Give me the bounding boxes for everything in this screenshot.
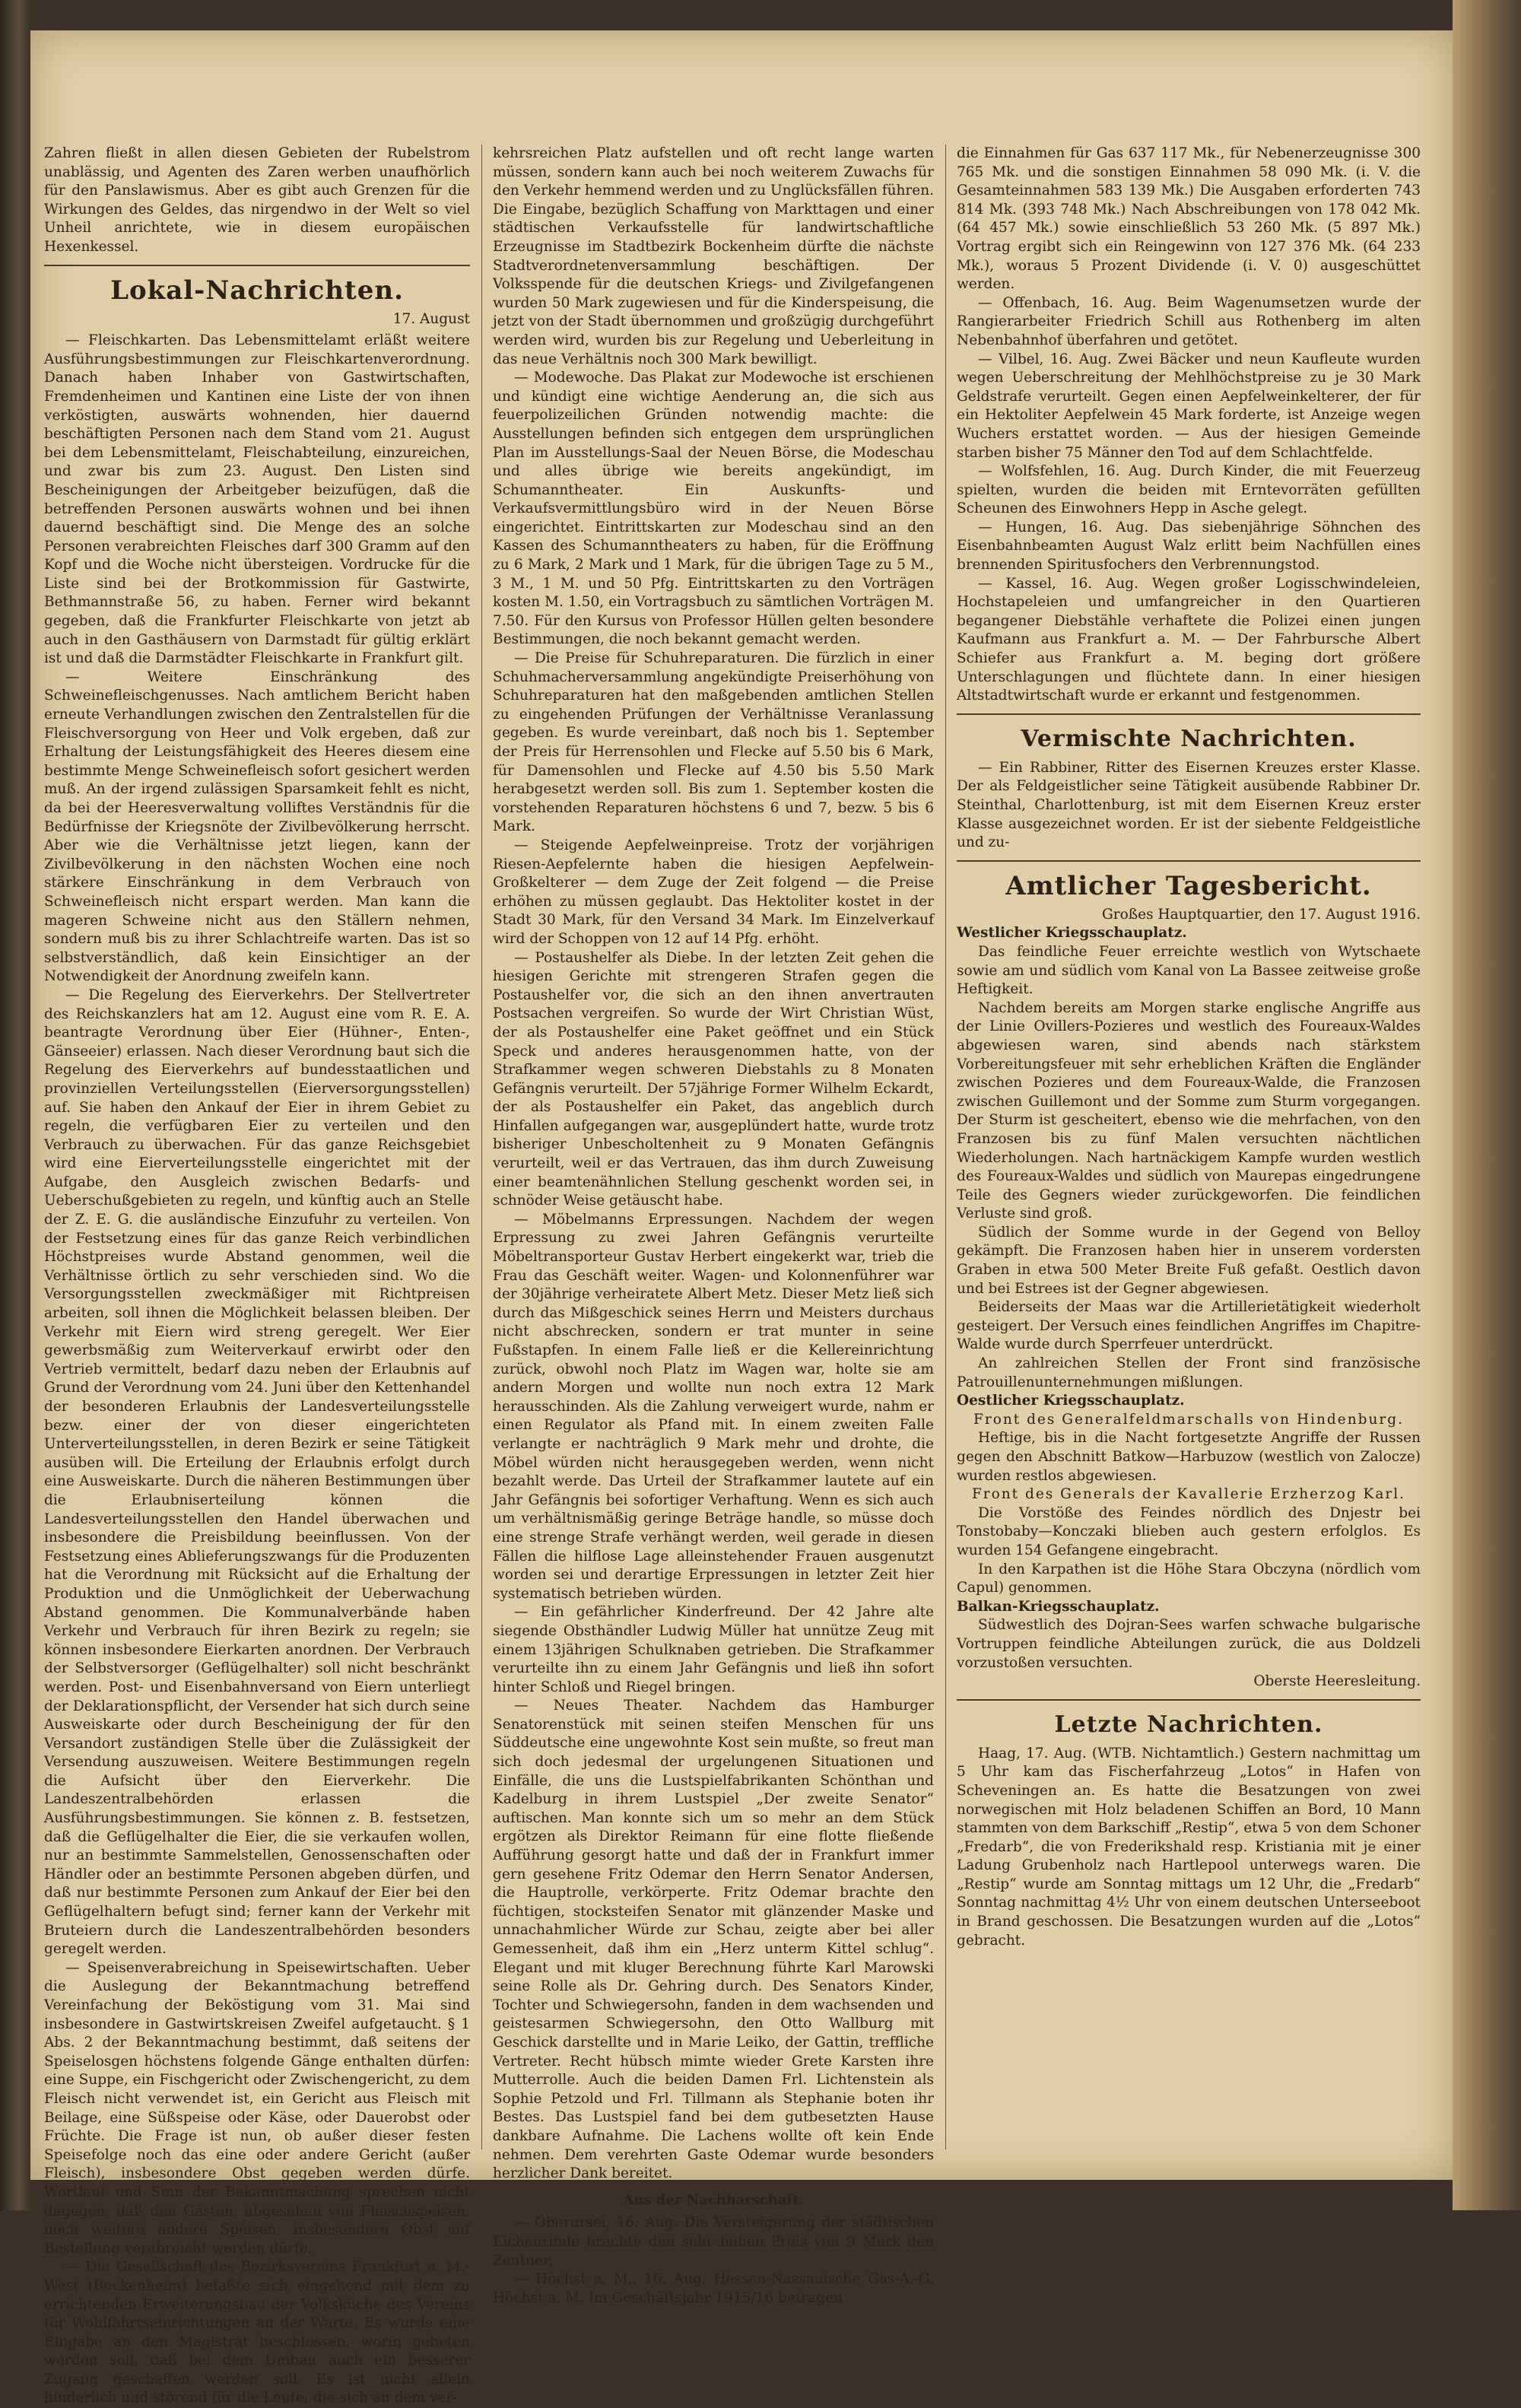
subheading-nachbarschaft: Aus der Nachbarschaft.: [623, 2191, 804, 2208]
column-2: [493, 145, 934, 2306]
column-rule: [945, 145, 946, 2149]
report-paragraph: Das feindliche Feuer erreichte westlich von Wytschaete sowie am und südlich vom Kanal von La Bassee zeitweise große Heftigkeit.: [957, 943, 1421, 998]
report-paragraph: Die Vorstöße des Feindes nördlich des Dnjestr bei Tonstobaby—Konczaki blieben auch gestern erfolglos. Es wurden 154 Gefangene eingebracht.: [957, 1504, 1421, 1558]
divider: [957, 713, 1421, 715]
article: die Einnahmen für Gas 637 117 Mk., für Nebenerzeugnisse 300 765 Mk. und die sonstigen Einnahmen 58 090 Mk. (i. V. die Gesamteinnahmen 583 139 Mk.) Die Ausgaben erforderten 743 814 Mk. (393 748 Mk.) Nach Abschreibungen von 178 042 Mk. (64 457 Mk.) sowie einschließlich 53 260 Mk. (5 897 Mk.) Vortrag ergibt sich ein Reingewinn von 127 376 Mk. (64 233 Mk.), woraus 5 Prozent Dividende (i. V. 0) ausgeschüttet werden.: [957, 145, 1421, 293]
article: — Oberursel, 16. Aug. Die Versteigerung der städtischen Eichenrinde brachte den sehr hohen Preis von 9 Mark den Zentner.: [493, 2215, 934, 2269]
article: — Hungen, 16. Aug. Das siebenjährige Söhnchen des Eisenbahnbeamten August Walz erlitt beim Nachfüllen eines brennenden Spiritusfochers den Verbrennungstod.: [957, 519, 1421, 573]
article: — Ein gefährlicher Kinderfreund. Der 42 Jahre alte siegende Obsthändler Ludwig Müller hat unnütze Zeug mit einem 13jährigen Schulknaben getrieben. Die Strafkammer verurteilte ihn zu einem Jahr Gefängnis und ließ ihn sofort hinter Schloß und Riegel bringen.: [493, 1604, 934, 1695]
article: — Die Preise für Schuhreparaturen. Die fürzlich in einer Schuhmacherversammlung angekündigte Preiserhöhung von Schuhreparaturen hat den maßgebenden amtlichen Stellen zu eingehenden Prüfungen der Verhältnisse Veranlassung gegeben. Es wurde vereinbart, daß noch bis 1. September der Preis für Herrensohlen und Flecke auf 5.50 bis 6 Mark, für Damensohlen und Flecke auf 4.50 bis 5.50 Mark herabgesetzt werden soll. Bis zum 1. September kosten die vorstehenden Reparaturen höchstens 6 und 7, bezw. 5 bis 6 Mark.: [493, 650, 934, 835]
report-paragraph: Nachdem bereits am Morgen starke englische Angriffe aus der Linie Ovillers-Pozieres und westlich des Foureaux-Waldes abgewiesen waren, sind abends nach stärkstem Vorbereitungsfeuer mit sehr erheblichen Kräften die Engländer zwischen Pozieres und dem Foureaux-Walde, die Franzosen zwischen Guillemont und der Somme zum Sturm vorgegangen. Der Sturm ist gescheitert, ebenso wie die mehrfachen, von den Franzosen bis zu fünf Malen versuchten nächtlichen Wiederholungen. Nach hartnäckigem Kampfe wurden westlich des Foureaux-Waldes und südlich von Maurepas eingedrungene Teile des Gegners wieder zurückgeworfen. Die feindlichen Verluste sind groß.: [957, 999, 1421, 1222]
book-binding: [0, 0, 30, 2210]
front-erzherzog-karl: Front des Generals der Kavallerie Erzherzog Karl.: [971, 1486, 1406, 1503]
article: — Fleischkarten. Das Lebensmittelamt erläßt weitere Ausführungsbestimmungen zur Fleischkartenverordnung. Danach haben Inhaber von Gastwirtschaften, Fremdenheimen und Kantinen eine Liste der von ihnen verköstigten, auswärts wohnenden, hier dauernd beschäftigten Personen nach dem Stand vom 21. August bei dem Lebensmittelamt, Fleischabteilung, einzureichen, und zwar bis zum 23. August. Den Listen sind Bescheinigungen der Arbeitgeber beizufügen, daß die betreffenden Personen auswärts wohnen und bei ihnen dauernd beschäftigt sind. Die Menge des an solche Personen verabreichten Fleisches darf 300 Gramm auf den Kopf und die Woche nicht übersteigen. Vordrucke für die Liste sind bei der Brotkommission für Gastwirte, Bethmannstraße 56, zu haben. Ferner wird bekannt gegeben, daß die Frankfurter Fleischkarte von jetzt ab auch in den Gasthäusern von Darmstadt für gültig erklärt ist und daß die Darmstädter Fleischkarte in Frankfurt gilt.: [44, 332, 470, 667]
report-paragraph: Beiderseits der Maas war die Artillerietätigkeit wiederholt gesteigert. Der Versuch eines feindlichen Angriffes im Chapitre-Walde wurde durch Sperrfeuer unterdrückt.: [957, 1299, 1421, 1353]
page-edges: [1453, 0, 1521, 2210]
heading-lokal-nachrichten: Lokal-Nachrichten.: [110, 275, 404, 306]
article: — Neues Theater. Nachdem das Hamburger Senatorenstück mit seinen steifen Menschen für uns Süddeutsche eine ungewohnte Kost sein mußte, so freut man sich doch jedesmal der urgelungenen Situationen und Einfälle, die uns die Lustspielfabrikanten Schönthan und Kadelburg in ihrem Lustspiel „Der zweite Senator“ auftischen. Man konnte sich um so mehr an dem Stück ergötzen als Direktor Reimann für eine flotte fließende Aufführung gesorgt hatte und daß der in Frankfurt immer gern gesehene Fritz Odemar den Herrn Senator Andersen, die Hauptrolle, verkörperte. Fritz Odemar brachte den füchtigen, stocksteifen Senator mit glänzender Maske und unnachahmlicher Würde zur Schau, zeigte aber bei aller Gemessenheit, daß ihm ein „Herz unterm Kittel schlug“. Elegant und mit kluger Berechnung führte Karl Marowski seine Rolle als Dr. Gehring durch. Des Senators Kinder, Tochter und Schwiegersohn, fanden in dem wachsenden und geistesarmen Schwiegersohn, den Otto Wallburg mit Geschick darstellte und in Marie Leiko, der Gattin, treffliche Vertreter. Recht hübsch mimte wieder Grete Karsten ihre Mutterrolle. Auch die beiden Damen Frl. Lichtenstein als Sophie Petzold und Frl. Tillmann als Stephanie boten ihr Bestes. Das Lustspiel fand bei dem gutbesetzten Hause dankbare Aufnahme. Die Lachens wollte oft kein Ende nehmen. Dem verehrten Gaste Odemar wurde besonders herzlicher Dank bereitet.: [493, 1698, 934, 2182]
article: Haag, 17. Aug. (WTB. Nichtamtlich.) Gestern nachmittag um 5 Uhr kam das Fischerfahrzeug „Lotos“ in Hafen von Scheveningen an. Es hatte die Besatzungen von zwei norwegischen mit Holz beladenen Schiffen an Bord, 10 Mann stammten von dem Barkschiff „Restip“, etwa 5 von dem Schoner „Fredarb“, die von Frederikshald resp. Kristiania mit je einer Ladung Grubenholz nach Hartlepool unterwegs waren. Die „Restip“ wurde am Sonntag mittags um 12 Uhr, die „Fredarb“ Sonntag nachmittag 4½ Uhr von einem deutschen Unterseeboot in Brand geschossen. Die Besatzungen wurden auf die „Lotos“ gebracht.: [957, 1745, 1421, 1949]
column-1: [44, 145, 470, 2406]
article: — Ein Rabbiner, Ritter des Eisernen Kreuzes erster Klasse. Der als Feldgeistlicher seine Tätigkeit ausübende Rabbiner Dr. Steinthal, Charlottenburg, ist mit dem Eisernen Kreuz erster Klasse ausgezeichnet worden. Er ist der siebente Feldgeistliche und zu-: [957, 759, 1421, 851]
report-paragraph: Südwestlich des Dojran-Sees warfen schwache bulgarische Vortruppen feindliche Abteilungen zurück, die aus Doldzeli vorzustoßen versuchten.: [957, 1617, 1421, 1671]
heading-letzte-nachrichten: Letzte Nachrichten.: [1054, 1711, 1323, 1738]
theater-balkan: Balkan-Kriegsschauplatz.: [957, 1598, 1160, 1615]
date-line: 17. August: [392, 310, 470, 327]
article: — Offenbach, 16. Aug. Beim Wagenumsetzen wurde der Rangierarbeiter Friedrich Schill aus Rothenberg im alten Nebenbahnhof überfahren und getötet.: [957, 294, 1421, 348]
report-paragraph: An zahlreichen Stellen der Front sind französische Patrouillenunternehmungen mißlungen.: [957, 1355, 1421, 1390]
article: — Höchst a. M., 16. Aug. Hessen-Nassauische Gas-A.-G. Höchst a. M. Im Geschäftsjahr 1915/16 betragen: [493, 2271, 934, 2306]
divider: [44, 265, 470, 266]
heading-vermischte-nachrichten: Vermischte Nachrichten.: [1021, 725, 1357, 752]
theater-east: Oestlicher Kriegsschauplatz.: [957, 1393, 1185, 1409]
newspaper-page: [30, 30, 1453, 2406]
article: — Vilbel, 16. Aug. Zwei Bäcker und neun Kaufleute wurden wegen Ueberschreitung der Mehlhöchstpreise zu je 30 Mark Geldstrafe verurteilt. Gegen einen Aepfelweinkelterer, der für ein Hektoliter Aepfelwein 45 Mark forderte, ist Anzeige wegen Wuchers erstattet worden. — Aus der hiesigen Gemeinde starben bisher 75 Männer den Tod auf dem Schlachtfelde.: [957, 351, 1421, 461]
divider: [957, 1699, 1421, 1701]
article: — Die Gesellschaft des Bezirksvereins Frankfurt a. M.-West (Bockenheim) befaßte sich eingehend mit dem zu errichtenden Erweiterungsbau der Volksküche des Vereins für Wohlfahrtseinrichtungen an der Warte. Es wurde eine Eingabe an den Magistrat beschlossen, worin gebeten werden soll, daß bei dem Umbau auch ein besserer Zugang geschaffen werden soll. Es ist nicht allein hinderlich und störend für die Leute, die sich an dem ver-: [44, 2259, 470, 2406]
report-dateline: Großes Hauptquartier, den 17. August 1916.: [1102, 906, 1421, 923]
heading-amtlicher-tagesbericht: Amtlicher Tagesbericht.: [1005, 870, 1372, 901]
intro-text: Zahren fließt in allen diesen Gebieten der Rubelstrom unablässig, und Agenten des Zaren werben unaufhörlich für den Panslawismus. Aber es gibt auch Grenzen für die Wirkungen des Geldes, das nirgendwo in der Welt so viel Unheil anrichtete, wie in diesem europäischen Hexenkessel.: [44, 145, 470, 255]
column-3: [957, 145, 1421, 2149]
article: — Möbelmanns Erpressungen. Nachdem der wegen Erpressung zu zwei Jahren Gefängnis verurteilte Möbeltransporteur Gustav Herbert eingekerkt war, trieb die Frau das Geschäft weiter. Wagen- und Kolonnenführer war der 30jährige verheiratete Albert Metz. Dieser Metz ließ sich durch das Mißgeschick seines Herrn und Meisters durchaus nicht abschrecken, sondern er trat munter in seine Fußstapfen. In einem Falle ließ er die Kellereinrichtung zurück, obwohl noch Platz im Wagen war, holte sie am andern Morgen und wollte nun noch extra 12 Mark herausschinden. Als die Zahlung verweigert wurde, nahm er einen Regulator als Pfand mit. In einem zweiten Falle verlangte er nachträglich 9 Mark mehr und drohte, die Möbel würden nicht herausgegeben werden, wenn nicht bezahlt werde. Das Urteil der Strafkammer lautete auf ein Jahr Gefängnis bei sofortiger Verhaftung. Wenn es sich auch um verhältnismäßig geringe Beträge handle, so müsse doch eine strenge Strafe verhängt werden, weil gerade in diesen Fällen die hilflose Lage alleinstehender Frauen ausgenutzt worden sei und derartige Erpressungen in letzter Zeit hier systematisch betrieben würden.: [493, 1211, 934, 1602]
theater-west: Westlicher Kriegsschauplatz.: [957, 925, 1187, 942]
column-rule: [481, 145, 482, 2149]
article: — Modewoche. Das Plakat zur Modewoche ist erschienen und kündigt eine wichtige Aenderung an, die sich aus feuerpolizeilichen Gründen notwendig machte: die Ausstellungen befinden sich entgegen dem ursprünglichen Plan im Ausstellungs-Saal der Neuen Börse, die Modeschau und alles übrige wie bereits angekündigt, im Schumanntheater. Ein Auskunfts- und Verkaufsvermittlungsbüro wird in der Neuen Börse eingerichtet. Eintrittskarten zur Modeschau sind an den Kassen des Schumanntheaters zu haben, für die Eröffnung zu 6 Mark, 2 Mark und 1 Mark, für die übrigen Tage zu 5 M., 3 M., 1 M. und 50 Pfg. Eintrittskarten zu den Vorträgen kosten M. 1.50, ein Vortragsbuch zu sämtlichen Vorträgen M. 7.50. Für den Kursus von Professor Hüllen gelten besondere Bestimmungen, die noch bekannt gemacht werden.: [493, 370, 934, 648]
article: — Weitere Einschränkung des Schweinefleischgenusses. Nach amtlichem Bericht haben erneute Verhandlungen zwischen den Zentralstellen für die Fleischversorgung von Heer und Volk ergeben, daß zur Erhaltung der Leistungsfähigkeit des Heeres diesem eine bestimmte Menge Schweinefleisch sofort gesichert werden muß. An der irgend zulässigen Sparsamkeit fehlt es nicht, da bei der Heeresverwaltung volliftes Verständnis für die Bedürfnisse der Kriegsnöte der Zivilbevölkerung herrscht. Aber wie die Verhältnisse jetzt liegen, kann der Zivilbevölkerung in den nächsten Wochen eine noch stärkere Einschränkung in dem Verbrauch von Schweinefleisch nicht erspart werden. Man kann die mageren Schweine nicht aus den Ställern nehmen, sondern muß bis zu ihrer Schlachtreife warten. Das ist so selbstverständlich, daß kein Einsichtiger an der Notwendigkeit der Anordnung zweifeln kann.: [44, 669, 470, 985]
article: — Die Regelung des Eierverkehrs. Der Stellvertreter des Reichskanzlers hat am 12. August eine vom R. E. A. beantragte Verordnung über Eier (Hühner-, Enten-, Gänseeier) erlassen. Nach dieser Verordnung baut sich die Regelung des Eierverkehrs auf bundesstaatlichen und provinziellen Verteilungsstellen (Eierversorgungsstellen) auf. Sie haben den Ankauf der Eier in ihrem Gebiet zu regeln, die verfügbaren Eier zu verteilen und den Verbrauch zu überwachen. Für das ganze Reichsgebiet wird eine Eierverteilungsstelle eingerichtet mit der Aufgabe, den Ausgleich zwischen Bedarfs- und Ueberschußgebieten zu regeln, und künftig auch an Stelle der Z. E. G. die ausländische Einzufuhr zu verteilen. Von der Festsetzung eines für das ganze Reich verbindlichen Höchstpreises wurde Abstand genommen, weil die Verhältnisse örtlich zu sehr verschieden sind. Wo die Versorgungsstellen zweckmäßiger mit Richtpreisen arbeiten, soll ihnen die Möglichkeit belassen bleiben. Der Verkehr mit Eiern wird streng geregelt. Wer Eier gewerbsmäßig zum Weiterverkauf erwirbt oder den Vertrieb vermittelt, bedarf dazu neben der Erlaubnis auf Grund der Verordnung vom 24. Juni über den Kettenhandel der besonderen Erlaubnis der Landesverteilungsstelle bezw. einer der von dieser eingerichteten Unterverteilungsstellen, in deren Bezirk er seine Tätigkeit ausüben will. Die Erteilung der Erlaubnis erfolgt durch eine Ausweiskarte. Durch die näheren Bestimmungen über die Erlaubniserteilung können die Landesverteilungsstellen den Handel überwachen und insbesondere die Preisbildung beeinflussen. Von der Festsetzung eines Ablieferungszwangs für die Produzenten hat die Verordnung mit Rücksicht auf die Erhaltung der Produktion und die Unmöglichkeit der Ueberwachung Abstand genommen. Die Kommunalverbände haben Verkehr und Verbrauch für ihren Bezirk zu regeln; sie können insbesondere Eierkarten anordnen. Der Verbrauch der Selbstversorger (Geflügelhalter) soll nicht beschränkt werden. Post- und Eisenbahnversand von Eiern unterliegt der Deklarationspflicht, der Versender hat sich durch seine Ausweiskarte oder durch Bescheinigung der für den Versandort zuständigen Stelle über die Zulässigkeit der Versendung auszuweisen. Weitere Bestimmungen regeln die Aufsicht über den Eierverkehr. Die Landeszentralbehörden erlassen die Ausführungsbestimmungen. Sie können z. B. festsetzen, daß die Geflügelhalter die Eier, die sie verkaufen wollen, nur an bestimmte Sammelstellen, Genossenschaften oder Händler oder an bestimmte Personen abgeben dürfen, und daß nur bestimmte Personen zum Ankauf der Eier bei den Geflügelhaltern befugt sind; ferner kann der Verkehr mit Bruteiern durch die Landeszentralbehörden besonders geregelt werden.: [44, 986, 470, 1958]
article: — Kassel, 16. Aug. Wegen großer Logisschwindeleien, Hochstapeleien und umfangreicher in den Quartieren begangener Diebstähle verhaftete die Polizei einen jungen Kaufmann aus Frankfurt a. M. — Der Fahrbursche Albert Schiefer aus Frankfurt a. M. beging dort größere Unterschlagungen und flüchtete dann. In einer hiesigen Altstadtwirtschaft wurde er erkannt und festgenommen.: [957, 575, 1421, 704]
report-paragraph: Heftige, bis in die Nacht fortgesetzte Angriffe der Russen gegen den Abschnitt Batkow—Harbuzow (westlich von Zalocze) wurden restlos abgewiesen.: [957, 1430, 1421, 1484]
divider: [957, 860, 1421, 862]
front-hindenburg: Front des Generalfeldmarschalls von Hindenburg.: [973, 1411, 1404, 1428]
article: kehrsreichen Platz aufstellen und oft recht lange warten müssen, sondern kann auch bei noch weiterem Zuwachs für den Verkehr hemmend werden und zu Unglücksfällen führen. Die Eingabe, bezüglich Schaffung von Markttagen und einer städtischen Verkaufsstelle für landwirtschaftliche Erzeugnisse im Stadtbezirk Bockenheim dürfte die nächste Stadtverordnetenversammlung beschäftigen. Der Volksspende für die deutschen Kriegs- und Zivilgefangenen wurden 50 Mark zugewiesen und für die Kinderspeisung, die jetzt von der Stadt übernommen und großzügig durchgeführt werden wird, wurden bis zur Regelung und Ueberleitung in das neue Verhältnis noch 300 Mark bewilligt.: [493, 145, 934, 367]
article: — Postaushelfer als Diebe. In der letzten Zeit gehen die hiesigen Gerichte mit strengeren Strafen gegen die Postaushelfer vor, die sich an den ihnen anvertrauten Postsachen vergreifen. So wurde der Wirt Christian Wüst, der als Postaushelfer eine Paket geöffnet und ein Stück Speck und anderes herausgenommen hatte, von der Strafkammer wegen schweren Diebstahls zu 8 Monaten Gefängnis verurteilt. Der 57jährige Former Wilhelm Eckardt, der als Postaushelfer ein Paket, das angeblich durch Hinfallen aufgegangen war, ausgeplündert hatte, wurde trotz bisheriger Unbescholtenheit zu 9 Monaten Gefängnis verurteilt, weil er das Vertrauen, das ihm durch Zuweisung einer beamtenähnlichen Stellung geschenkt worden sei, in schnöder Weise getäuscht habe.: [493, 949, 934, 1209]
article: — Speisenverabreichung in Speisewirtschaften. Ueber die Auslegung der Bekanntmachung betreffend Vereinfachung der Beköstigung vom 31. Mai sind insbesondere in Gastwirtskreisen Zweifel aufgetaucht. § 1 Abs. 2 der Bekanntmachung bestimmt, daß seitens der Speiselosgen höchstens folgende Gänge enthalten dürfen: eine Suppe, ein Fischgericht oder Zwischengericht, zu dem Fleisch nicht verwendet ist, ein Gericht aus Fleisch mit Beilage, eine Süßspeise oder Käse, oder Dauerobst oder Früchte. Die Frage ist nun, ob außer dieser festen Speisefolge noch das eine oder andere Gericht (außer Fleisch), insbesondere Obst gegeben werden dürfe. Wortlaut und Sinn der Bekanntmachung sprechen nicht dagegen, daß den Gästen, abgesehen von Fleischspeisen, noch weitere andere Speisen, insbesondere Obst auf Bestellung verabreicht werden dürfe.: [44, 1959, 470, 2257]
report-paragraph: Südlich der Somme wurde in der Gegend von Belloy gekämpft. Die Franzosen haben hier in unserem vordersten Graben in etwa 500 Meter Breite Fuß gefaßt. Oestlich davon und bei Estrees ist der Gegner abgewiesen.: [957, 1224, 1421, 1297]
article: — Wolfsfehlen, 16. Aug. Durch Kinder, die mit Feuerzeug spielten, wurden die beiden mit Erntevorräten gefüllten Scheunen des Einwohners Hepp in Asche gelegt.: [957, 463, 1421, 517]
report-signature: Oberste Heeresleitung.: [1253, 1673, 1421, 1690]
article: — Steigende Aepfelweinpreise. Trotz der vorjährigen Riesen-Aepfelernte haben die hiesigen Aepfelwein-Großkelterer — dem Zuge der Zeit folgend — die Preise erhöhen zu müssen geglaubt. Das Hektoliter kostet in der Stadt 30 Mark, für den Versand 34 Mark. Im Einzelverkauf wird der Schoppen von 12 auf 14 Pfg. erhöht.: [493, 837, 934, 947]
report-paragraph: In den Karpathen ist die Höhe Stara Obczyna (nördlich vom Capul) genommen.: [957, 1561, 1421, 1596]
